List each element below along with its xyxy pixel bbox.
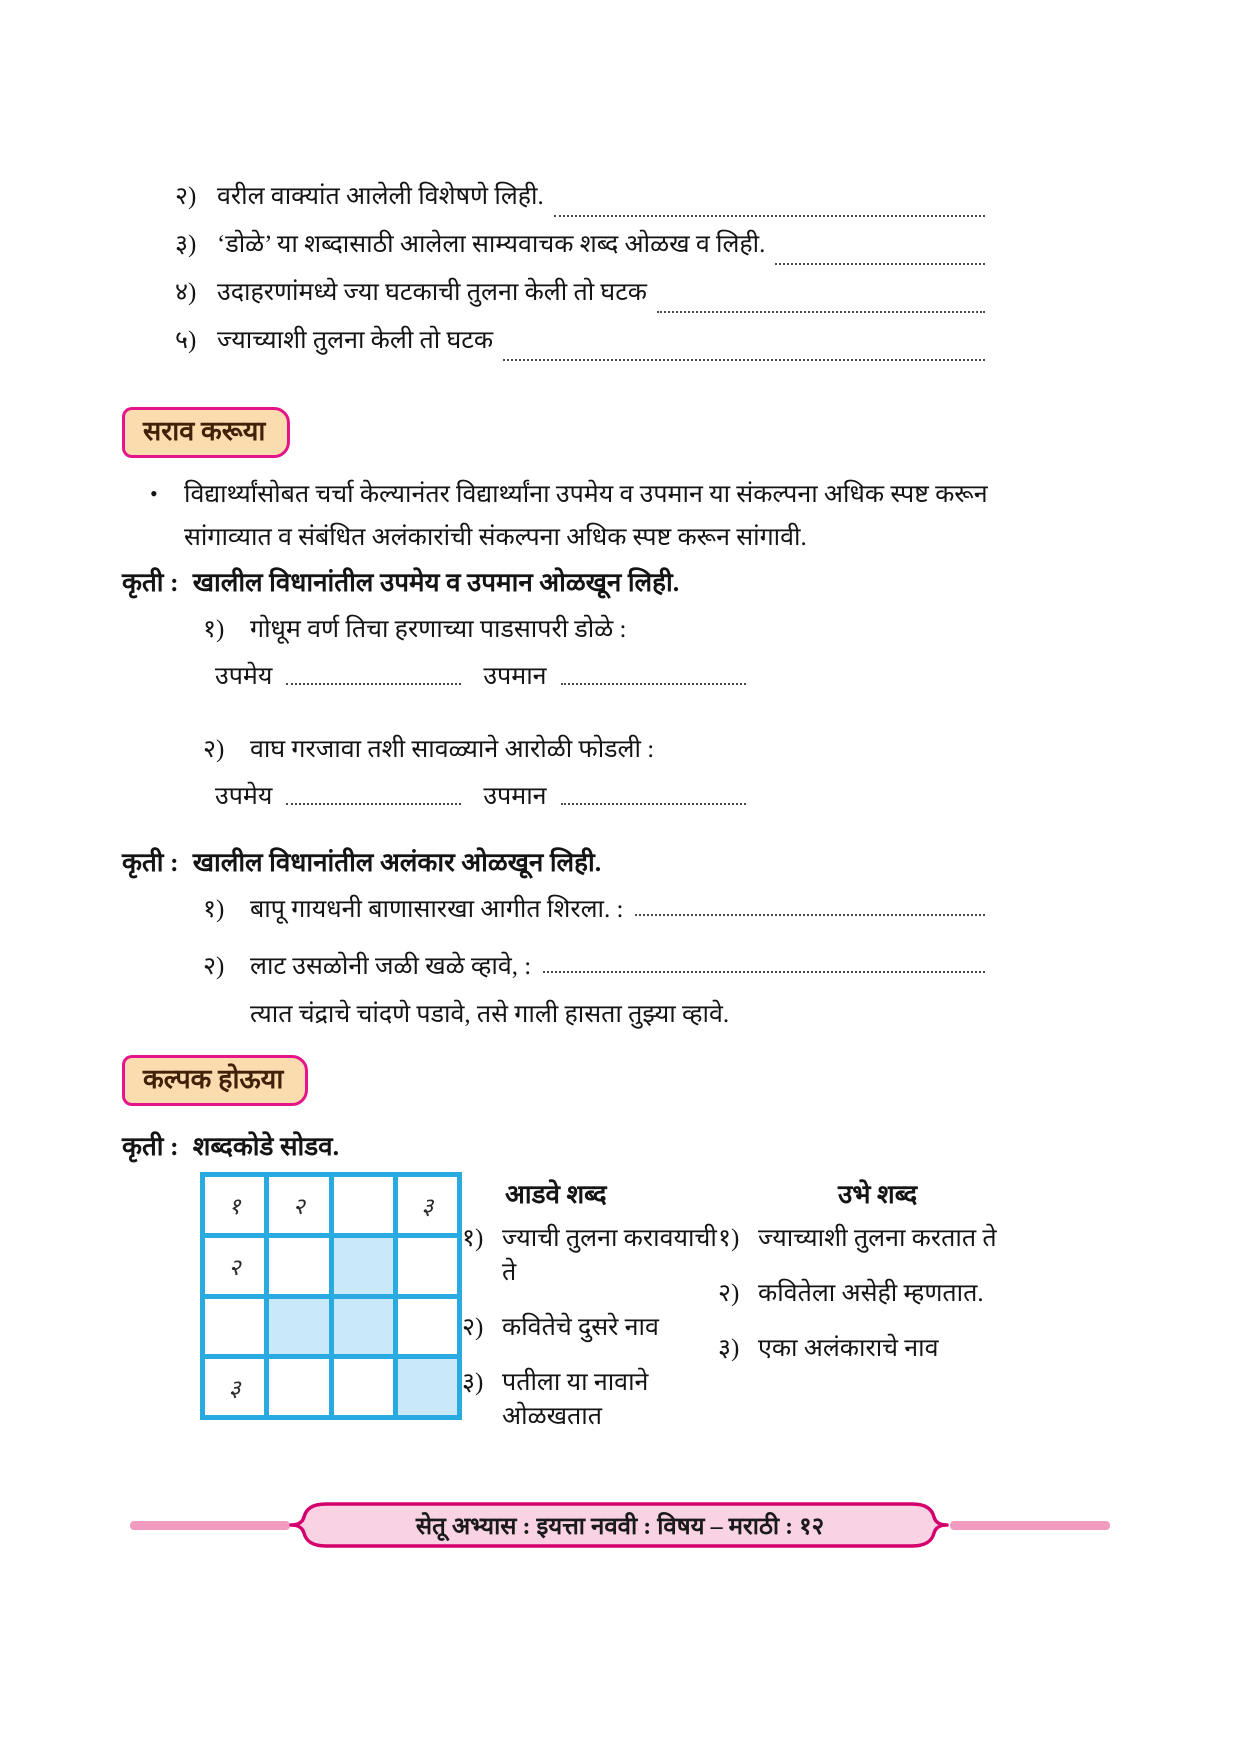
crossword-cell[interactable]: १: [205, 1177, 264, 1233]
answer-blank[interactable]: [561, 780, 746, 805]
question-number: ३): [175, 231, 197, 258]
kruti-label: कृती :: [122, 848, 179, 877]
section-sarav-karuya: [122, 407, 290, 458]
clue-text: कवितेला असेही म्हणतात.: [758, 1280, 984, 1307]
clue-item: [462, 1311, 727, 1345]
clue-text: पतीला या नावाने ओळखतात: [502, 1369, 649, 1430]
footer-banner: [288, 1500, 952, 1550]
kruti1-title: खालील विधानांतील उपमेय व उपमान ओळखून लिही.: [192, 568, 680, 597]
crossword-cell[interactable]: [334, 1359, 393, 1415]
crossword-cell[interactable]: [398, 1238, 457, 1294]
item-text: वाघ गरजावा तशी सावळ्याने आरोळी फोडली :: [250, 736, 655, 763]
answer-blank[interactable]: [286, 780, 461, 805]
kruti2-title-line: [122, 843, 601, 879]
clue-number: १): [718, 1225, 740, 1252]
upman-label: उपमान: [483, 663, 547, 690]
crossword-cell[interactable]: [205, 1299, 264, 1355]
upmeya-label: उपमेय: [215, 783, 273, 810]
clue-text: एका अलंकाराचे नाव: [758, 1335, 939, 1362]
clue-item: [462, 1222, 727, 1290]
question-number: ४): [175, 279, 197, 306]
item-text: लाट उसळोनी जळी खळे व्हावे, :: [250, 953, 532, 980]
upmeya-upman-row: [215, 780, 768, 814]
clue-number: १): [462, 1225, 484, 1252]
kruti-label: कृती :: [122, 568, 179, 597]
answer-blank[interactable]: [286, 660, 461, 685]
kruti-label: कृती :: [122, 1132, 179, 1161]
crossword-cell[interactable]: [334, 1177, 393, 1233]
answer-blank[interactable]: [543, 950, 985, 973]
across-clue-list: [462, 1222, 727, 1455]
kruti2-item: [203, 950, 985, 984]
clue-item: [718, 1277, 1028, 1311]
question-row: [175, 324, 985, 372]
item-number: १): [203, 896, 225, 923]
crossword-cell[interactable]: [334, 1299, 393, 1355]
upman-label: उपमान: [483, 783, 547, 810]
clue-number: २): [718, 1280, 740, 1307]
clue-item: [718, 1332, 1028, 1366]
item-number: १): [203, 616, 225, 643]
clue-text: कवितेचे दुसरे नाव: [502, 1314, 659, 1341]
answer-blank[interactable]: [635, 893, 985, 916]
footer-rule-left: [130, 1521, 290, 1530]
kruti1-item: [203, 733, 666, 767]
clue-number: २): [462, 1314, 484, 1341]
kruti1-item: [203, 613, 638, 647]
crossword-cell[interactable]: २: [205, 1238, 264, 1294]
clue-item: [718, 1222, 1028, 1256]
item-number: २): [203, 736, 225, 763]
crossword-cell[interactable]: [269, 1238, 328, 1294]
down-words-header: उभे शब्द: [838, 1180, 918, 1209]
question-text: उदाहरणांमध्ये ज्या घटकाची तुलना केली तो घटक: [217, 279, 648, 306]
question-text: वरील वाक्यांत आलेली विशेषणे लिही.: [217, 183, 544, 210]
kruti3-title-line: [122, 1127, 339, 1163]
bullet-icon: •: [150, 481, 158, 506]
question-number: २): [175, 183, 197, 210]
answer-blank[interactable]: [657, 276, 985, 313]
clue-text: ज्याची तुलना करावयाची ते: [502, 1225, 717, 1286]
question-row: [175, 228, 985, 276]
question-text: ‘डोळे’ या शब्दासाठी आलेला साम्यवाचक शब्द ओळख व लिही.: [217, 231, 766, 258]
section-heading-badge: कल्पक होऊया: [122, 1055, 308, 1106]
item-text: बापू गायधनी बाणासारखा आगीत शिरला. :: [250, 896, 624, 923]
section-heading-badge: सराव करूया: [122, 407, 290, 458]
crossword-cell[interactable]: [269, 1359, 328, 1415]
question-number: ५): [175, 327, 197, 354]
clue-number: ३): [718, 1335, 740, 1362]
item-number: २): [203, 953, 225, 980]
question-row: [175, 276, 985, 324]
kruti1-title-line: [122, 563, 679, 599]
section-kalpak-houya: [122, 1055, 308, 1106]
crossword-cell[interactable]: ३: [205, 1359, 264, 1415]
answer-blank[interactable]: [503, 324, 985, 361]
kruti2-item: [203, 893, 985, 927]
teacher-note-text: विद्यार्थ्यांसोबत चर्चा केल्यानंतर विद्यार्थ्यांना उपमेय व उपमान या संकल्पना अधिक स्पष्ट करून सांगाव्यात व संबंधित अलंकारांची संकल्पना अधिक स्पष्ट करून सांगावी.: [184, 481, 988, 551]
footer-text: सेतू अभ्यास : इयत्ता नववी : विषय – मराठी : १२: [415, 1513, 825, 1540]
clue-text: ज्याच्याशी तुलना करतात ते: [758, 1225, 997, 1252]
clue-item: [462, 1366, 727, 1434]
kruti2-item-continuation: त्यात चंद्राचे चांदणे पडावे, तसे गाली हासता तुझ्या व्हावे.: [250, 1001, 730, 1028]
clue-number: ३): [462, 1369, 484, 1396]
crossword-grid: [200, 1172, 462, 1420]
item-text: गोधूम वर्ण तिचा हरणाच्या पाडसापरी डोळे :: [250, 616, 627, 643]
teacher-note: [150, 473, 1000, 559]
across-words-header: आडवे शब्द: [505, 1180, 607, 1209]
crossword-cell[interactable]: [398, 1299, 457, 1355]
question-text: ज्याच्याशी तुलना केली तो घटक: [217, 327, 494, 354]
crossword-cell[interactable]: ३: [398, 1177, 457, 1233]
crossword-cell[interactable]: [398, 1359, 457, 1415]
question-row: [175, 180, 985, 228]
upmeya-label: उपमेय: [215, 663, 273, 690]
kruti3-title: शब्दकोडे सोडव.: [192, 1132, 340, 1161]
kruti2-title: खालील विधानांतील अलंकार ओळखून लिही.: [192, 848, 602, 877]
crossword-cell[interactable]: २: [269, 1177, 328, 1233]
footer-rule-right: [950, 1521, 1110, 1530]
crossword-cell[interactable]: [334, 1238, 393, 1294]
answer-blank[interactable]: [554, 180, 985, 217]
crossword-cell[interactable]: [269, 1299, 328, 1355]
fill-in-question-list: [175, 180, 985, 372]
upmeya-upman-row: [215, 660, 768, 694]
answer-blank[interactable]: [775, 228, 985, 265]
down-clue-list: [718, 1222, 1028, 1387]
answer-blank[interactable]: [561, 660, 746, 685]
